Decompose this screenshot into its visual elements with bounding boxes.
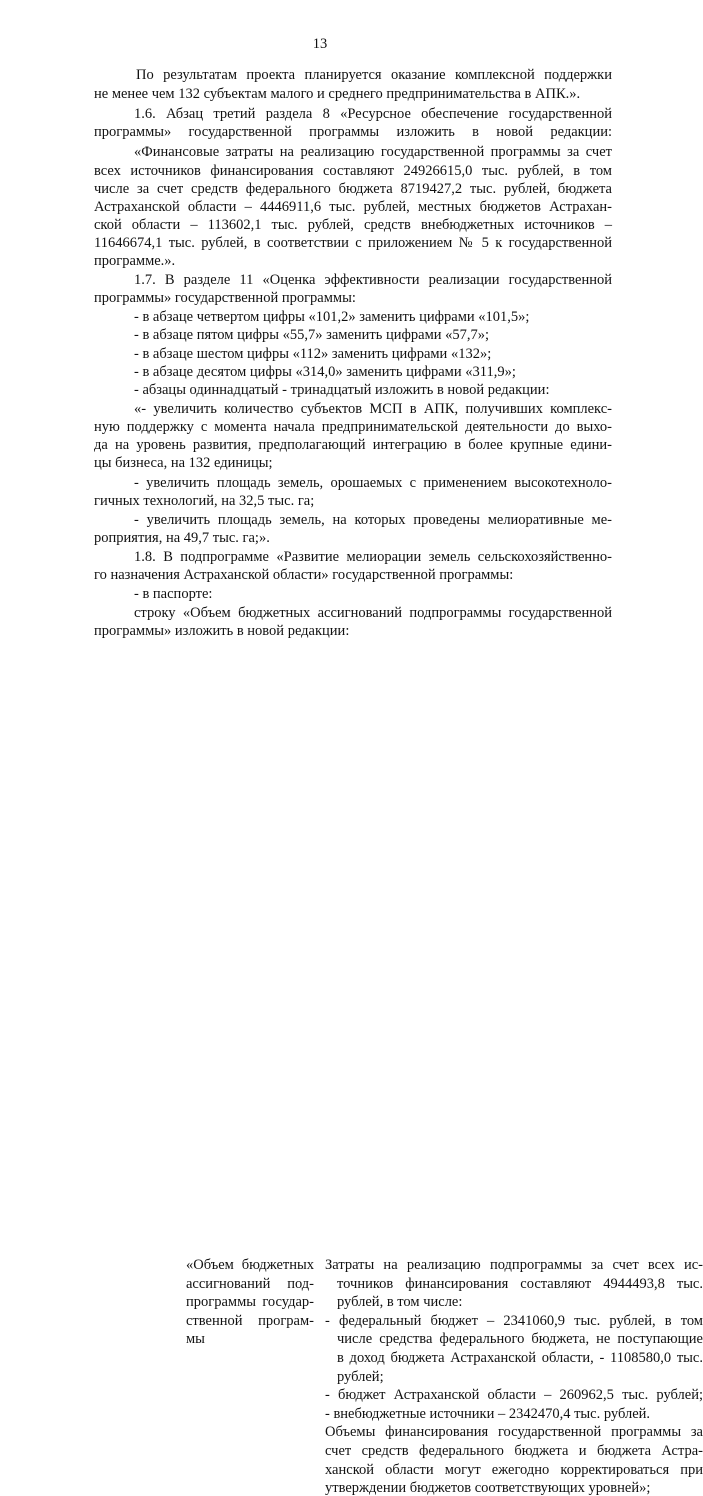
body-line: роприятия, на 49,7 тыс. га;». — [94, 530, 270, 546]
body-line: ную поддержку с момента начала предпринимательской деятельности до выхо- — [94, 419, 612, 435]
body-line: числе за счет средств федерального бюджета 8719427,2 тыс. рублей, бюджета — [94, 181, 612, 197]
body-line: гичных технологий, на 32,5 тыс. га; — [94, 493, 315, 509]
table-right-line: точников финансирования составляют 4944493,8 тыс. — [337, 1275, 703, 1292]
body-line: 11646674,1 тыс. рублей, в соответствии с приложением № 5 к государственной — [94, 235, 612, 251]
body-line: да на уровень развития, предполагающий интеграцию в более крупные едини- — [94, 437, 612, 453]
table-left-line: ственной програм- — [186, 1312, 314, 1329]
body-line: - в абзаце четвертом цифры «101,2» заменить цифрами «101,5»; — [134, 309, 530, 325]
body-line: всех источников финансирования составляют 24926615,0 тыс. рублей, в том — [94, 163, 612, 179]
body-line: - увеличить площадь земель, орошаемых с применением высокотехноло- — [134, 475, 612, 491]
table-right-line: числе средства федерального бюджета, не поступающие — [337, 1331, 703, 1348]
table-right-line: - федеральный бюджет – 2341060,9 тыс. рублей, в том — [325, 1312, 703, 1329]
body-line: строку «Объем бюджетных ассигнований подпрограммы государственной — [134, 605, 612, 621]
body-line: - в абзаце пятом цифры «55,7» заменить цифрами «57,7»; — [134, 327, 490, 343]
body-line: - увеличить площадь земель, на которых проведены мелиоративные ме- — [134, 512, 612, 528]
table-right-line: Объемы финансирования государственной программы за — [325, 1424, 703, 1441]
body-line: не менее чем 132 субъектам малого и среднего предпринимательства в АПК.». — [94, 86, 581, 102]
table-right-line: - бюджет Астраханской области – 260962,5 тыс. рублей; — [325, 1387, 703, 1404]
table-right-line: ханской области могут ежегодно корректироваться при — [325, 1461, 703, 1478]
table-left-line: «Объем бюджетных — [186, 1257, 314, 1273]
body-line: цы бизнеса, на 132 единицы; — [94, 455, 273, 471]
table-right-line: счет средств федерального бюджета и бюджета Астра- — [325, 1443, 703, 1459]
page-number: 13 — [312, 36, 328, 52]
passport-table — [93, 609, 703, 1496]
body-line: го назначения Астраханской области» государственной программы: — [94, 567, 514, 583]
body-line: 1.7. В разделе 11 «Оценка эффективности реализации государственной — [134, 272, 612, 288]
body-line: - абзацы одиннадцатый - тринадцатый изложить в новой редакции: — [134, 382, 550, 398]
body-line: Астраханской области – 4446911,6 тыс. рублей, местных бюджетов Астрахан- — [94, 199, 612, 215]
body-line: - в абзаце десятом цифры «314,0» заменить цифрами «311,9»; — [134, 364, 516, 380]
body-line: - в абзаце шестом цифры «112» заменить цифрами «132»; — [134, 346, 492, 362]
body-line: программы» государственной программы: — [94, 290, 356, 306]
table-right-line: рублей; — [337, 1368, 384, 1385]
body-line: программы» государственной программы изложить в новой редакции: — [94, 124, 612, 140]
body-line: программы» изложить в новой редакции: — [94, 623, 350, 639]
table-right-line: - внебюджетные источники – 2342470,4 тыс. рублей. — [325, 1405, 651, 1422]
body-line: 1.8. В подпрограмме «Развитие мелиорации земель сельскохозяйственно- — [134, 549, 612, 565]
body-line: 1.6. Абзац третий раздела 8 «Ресурсное обеспечение государственной — [134, 106, 612, 122]
table-left-line: мы — [186, 1331, 205, 1348]
table-left-line: программы государ- — [186, 1294, 314, 1311]
table-left-line: ассигнований под- — [186, 1275, 314, 1292]
body-line: По результатам проекта планируется оказание комплексной поддержки — [136, 67, 612, 83]
body-line: программе.». — [94, 253, 176, 269]
table-right-line: в доход бюджета Астраханской области, - 1108580,0 тыс. — [337, 1350, 703, 1366]
body-line: «- увеличить количество субъектов МСП в АПК, получивших комплекс- — [134, 401, 612, 417]
table-right-line: Затраты на реализацию подпрограммы за счет всех ис- — [325, 1257, 703, 1273]
body-line: - в паспорте: — [134, 586, 213, 602]
table-right-line: рублей, в том числе: — [337, 1294, 463, 1311]
body-line: ской области – 113602,1 тыс. рублей, средств внебюджетных источников – — [94, 217, 612, 233]
body-line: «Финансовые затраты на реализацию государственной программы за счет — [134, 144, 612, 160]
table-right-line: утверждении бюджетов соответствующих уровней»; — [325, 1480, 651, 1496]
